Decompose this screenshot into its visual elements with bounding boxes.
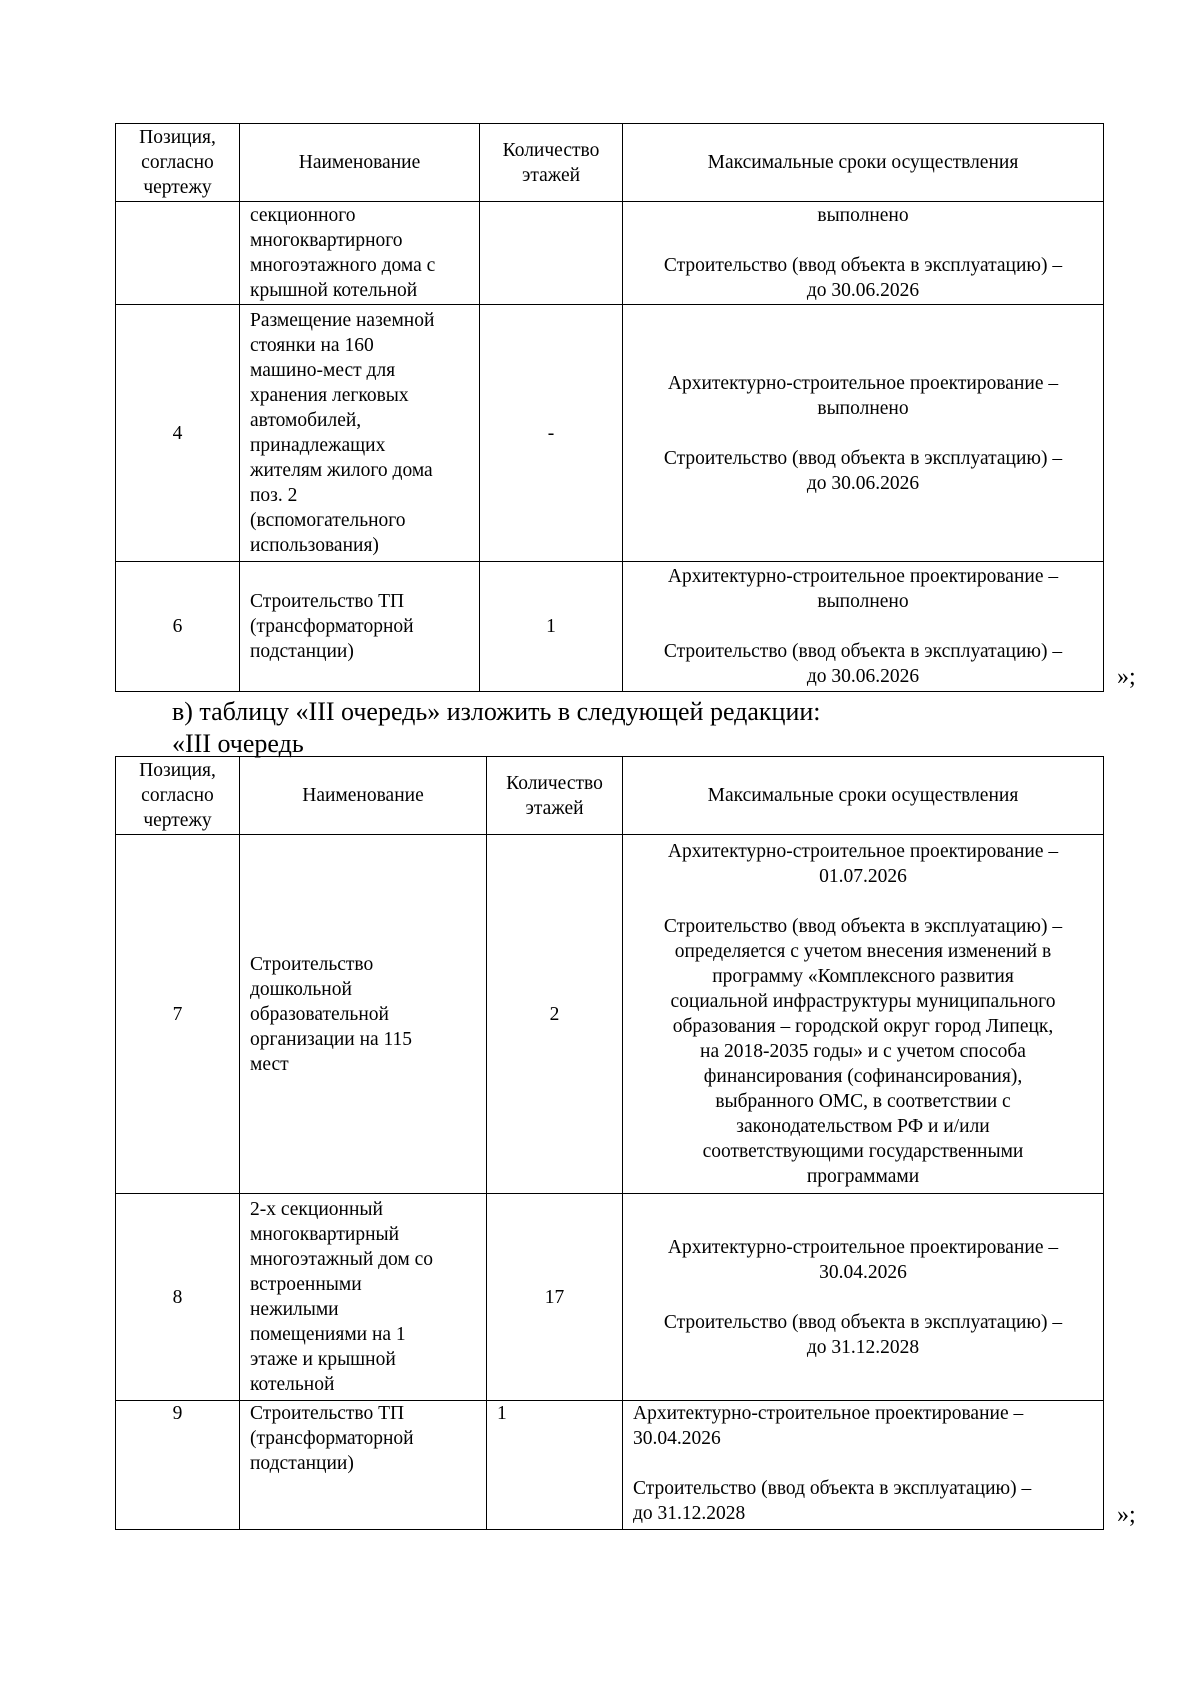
- cell-floors: -: [480, 305, 623, 562]
- cell-deadlines: Архитектурно-строительное проектирование – выполнено Строительство (ввод объекта в эксплуатацию) – до 30.06.2026: [623, 305, 1104, 562]
- cell-deadlines: Архитектурно-строительное проектирование – выполнено Строительство (ввод объекта в эксплуатацию) – до 30.06.2026: [623, 562, 1104, 692]
- cell-name: секционного многоквартирного многоэтажного дома с крышной котельной: [240, 202, 480, 305]
- instruction-line: в) таблицу «III очередь» изложить в следующей редакции:: [172, 697, 821, 726]
- cell-name: 2-х секционный многоквартирный многоэтажный дом со встроенными нежилыми помещениями на 1 этаже и крышной котельной: [240, 1194, 487, 1401]
- table-row: [116, 1194, 1104, 1401]
- header-name: Наименование: [240, 124, 480, 202]
- table1-closing-quote: »;: [1117, 664, 1136, 690]
- section-title-phase-3: «III очередь: [172, 729, 304, 758]
- table-phase-2-continued: [115, 123, 1104, 692]
- cell-deadlines: Архитектурно-строительное проектирование – 30.04.2026 Строительство (ввод объекта в эксплуатацию) – до 31.12.2028: [623, 1401, 1104, 1530]
- cell-position: 7: [116, 835, 240, 1194]
- cell-floors: 2: [487, 835, 623, 1194]
- cell-position: 6: [116, 562, 240, 692]
- cell-name: Строительство дошкольной образовательной организации на 115 мест: [240, 835, 487, 1194]
- header-deadlines: Максимальные сроки осуществления: [623, 757, 1104, 835]
- header-name: Наименование: [240, 757, 487, 835]
- cell-name: Размещение наземной стоянки на 160 машино-мест для хранения легковых автомобилей, принадлежащих жителям жилого дома поз. 2 (вспомогательного использования): [240, 305, 480, 562]
- cell-deadlines: Архитектурно-строительное проектирование – 01.07.2026 Строительство (ввод объекта в эксплуатацию) – определяется с учетом внесения изменений в программу «Комплексного развития социальной инфраструктуры муниципального образования – городской округ город Липецк, на 2018-2035 годы» и с учетом способа финансирования (софинансирования), выбранного ОМС, в соответствии с законодательством РФ и и/или соответствующими государственными программами: [623, 835, 1104, 1194]
- cell-floors: 1: [480, 562, 623, 692]
- cell-name: Строительство ТП (трансформаторной подстанции): [240, 562, 480, 692]
- table-row: [116, 1401, 1104, 1530]
- header-deadlines: Максимальные сроки осуществления: [623, 124, 1104, 202]
- cell-position: 8: [116, 1194, 240, 1401]
- table-header-row: [116, 124, 1104, 202]
- cell-deadlines: выполнено Строительство (ввод объекта в эксплуатацию) – до 30.06.2026: [623, 202, 1104, 305]
- cell-deadlines: Архитектурно-строительное проектирование – 30.04.2026 Строительство (ввод объекта в эксплуатацию) – до 31.12.2028: [623, 1194, 1104, 1401]
- header-floors: Количество этажей: [487, 757, 623, 835]
- cell-name: Строительство ТП (трансформаторной подстанции): [240, 1401, 487, 1530]
- table-phase-3: [115, 756, 1104, 1530]
- table-header-row: [116, 757, 1104, 835]
- header-floors: Количество этажей: [480, 124, 623, 202]
- cell-floors: [480, 202, 623, 305]
- table-row: [116, 562, 1104, 692]
- header-position: Позиция, согласно чертежу: [116, 757, 240, 835]
- table-row: [116, 202, 1104, 305]
- cell-position: 9: [116, 1401, 240, 1530]
- cell-position: [116, 202, 240, 305]
- table-row: [116, 835, 1104, 1194]
- table2-closing-quote: »;: [1117, 1502, 1136, 1528]
- cell-floors: 17: [487, 1194, 623, 1401]
- cell-position: 4: [116, 305, 240, 562]
- cell-floors: 1: [487, 1401, 623, 1530]
- table-row: [116, 305, 1104, 562]
- header-position: Позиция, согласно чертежу: [116, 124, 240, 202]
